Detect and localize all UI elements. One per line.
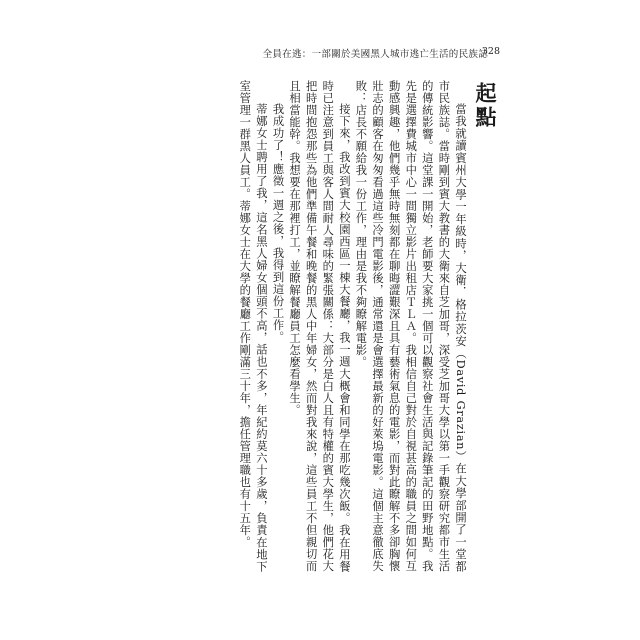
paragraph: 當我就讀賓州大學一年級時，大衛．格拉茨安（David Grazian）在大學部開了一堂都市民族誌。當時剛到賓大教書的大衛來自芝加哥，深受芝加哥大學以第一手觀察研究都市生活的傳統影響。這堂課一開始，老師要大家挑一個可以觀察社會生活與記錄筆記的田野地點。我先是選擇費城市中心一間獨立影片出租店ＴＬＡ。我相信自己對於自視甚高的職員之間如何互動感興趣，他們幾乎無時無刻都在聊晦澀艱深且具有藝術氣息的電影，而對此瞭解不多卻胸懷壯志的顧客在匆匆看過這些冷門電影後，通常還是會選擇最新的好萊塢電影。這個主意徹底失敗：店長不願給我一份工作，理由是我不夠瞭解電影。 xyxy=(354,80,467,572)
paragraph: 蒂娜女士聘用了我，這名黑人婦女個頭不高，話也不多，年紀約莫六十多歲，負責在地下室管理一群黑人員工。蒂娜女士在大學的餐廳工作剛滿三十年，擔任管理職也有十五年。 xyxy=(238,80,268,572)
body-text xyxy=(150,80,468,572)
paragraph: 接下來，我改到賓大校園西區一棟大餐廳，我一週大概會和同學在那吃幾次飯。我在用餐時已注意到員工與客人間耐人尋味的緊張關係：大部分是白人且有特權的賓大學生，他們花大把時間抱怨那些為他們準備午餐和晚餐的黑人中年婦女，然而對我來說，這些員工不但親切而且相當能幹。我想要在那裡打工，並瞭解餐廳員工怎麼看學生。 xyxy=(288,80,351,572)
running-header-title: 全員在逃：一部關於美國黑人城市逃亡生活的民族誌 xyxy=(262,49,488,60)
page-number: 328 xyxy=(481,46,500,57)
paragraph: 我成功了！應徵一週之後，我得到這份工作。 xyxy=(271,102,285,343)
section-title: 起點 xyxy=(473,82,498,130)
